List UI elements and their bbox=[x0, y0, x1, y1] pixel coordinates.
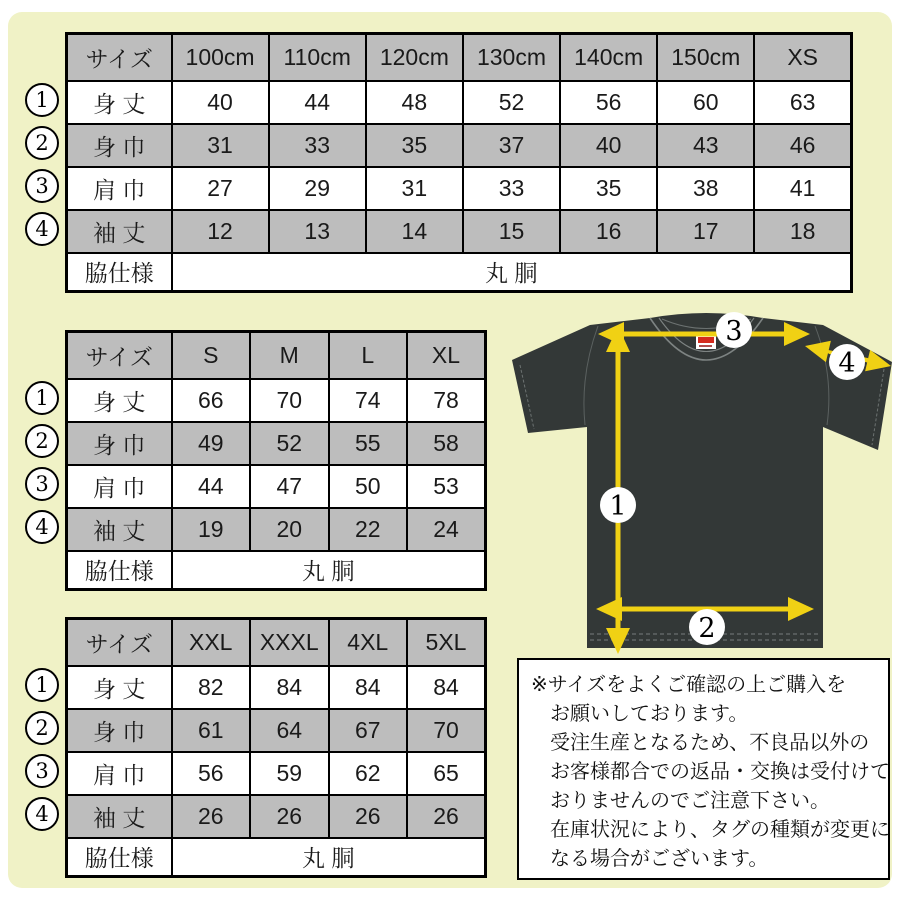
row-marker-circle-4: 4 bbox=[25, 797, 59, 831]
value-cell: 67 bbox=[329, 709, 408, 752]
value-cell: 84 bbox=[407, 666, 486, 709]
value-cell: 26 bbox=[407, 795, 486, 838]
note-line: なる場合がございます。 bbox=[550, 848, 769, 870]
note-line: 在庫状況により、タグの種類が変更に bbox=[550, 819, 890, 841]
value-cell: 78 bbox=[407, 379, 486, 422]
value-cell: 84 bbox=[250, 666, 329, 709]
note-line: おりませんのでご注意下さい。 bbox=[550, 790, 830, 812]
value-cell: 64 bbox=[250, 709, 329, 752]
value-cell: 47 bbox=[250, 465, 329, 508]
footer-label-cell: 脇仕様 bbox=[67, 838, 172, 877]
note-line: ※サイズをよくご確認の上ご購入を bbox=[531, 674, 847, 696]
kids-size-table bbox=[65, 32, 853, 293]
measure-row bbox=[67, 422, 486, 465]
column-header-cell: 150cm bbox=[657, 34, 754, 81]
value-cell: 52 bbox=[463, 81, 560, 124]
big-size-table bbox=[65, 617, 487, 878]
value-cell: 33 bbox=[463, 167, 560, 210]
row-marker-circle-2: 2 bbox=[25, 424, 59, 458]
measure-row bbox=[67, 666, 486, 709]
footer-row bbox=[67, 838, 486, 877]
footer-value-cell: 丸 胴 bbox=[172, 551, 486, 590]
marker-2-label: 2 bbox=[698, 613, 716, 644]
value-cell: 44 bbox=[269, 81, 366, 124]
value-cell: 12 bbox=[172, 210, 269, 253]
footer-row bbox=[67, 551, 486, 590]
value-cell: 40 bbox=[560, 124, 657, 167]
footer-row bbox=[67, 253, 852, 292]
column-header-cell: 130cm bbox=[463, 34, 560, 81]
marker-1-label: 1 bbox=[609, 491, 627, 522]
value-cell: 46 bbox=[754, 124, 851, 167]
value-cell: 61 bbox=[172, 709, 251, 752]
row-label-cell: 袖 丈 bbox=[67, 508, 172, 551]
measure-row bbox=[67, 81, 852, 124]
row-label-cell: 肩 巾 bbox=[67, 465, 172, 508]
column-header-cell: XXXL bbox=[250, 619, 329, 666]
value-cell: 20 bbox=[250, 508, 329, 551]
value-cell: 56 bbox=[172, 752, 251, 795]
value-cell: 35 bbox=[560, 167, 657, 210]
value-cell: 55 bbox=[329, 422, 408, 465]
value-cell: 62 bbox=[329, 752, 408, 795]
column-header-cell: M bbox=[250, 332, 329, 379]
footer-label-cell: 脇仕様 bbox=[67, 253, 172, 292]
row-marker-circle-2: 2 bbox=[25, 711, 59, 745]
column-header-cell: 140cm bbox=[560, 34, 657, 81]
row-marker-circle-4: 4 bbox=[25, 212, 59, 246]
adult-size-table-host bbox=[65, 330, 487, 591]
note-line: 受注生産となるため、不良品以外の bbox=[550, 732, 870, 754]
header-row bbox=[67, 332, 486, 379]
measure-row bbox=[67, 795, 486, 838]
column-header-cell: 110cm bbox=[269, 34, 366, 81]
measure-row bbox=[67, 210, 852, 253]
value-cell: 33 bbox=[269, 124, 366, 167]
value-cell: 17 bbox=[657, 210, 754, 253]
value-cell: 82 bbox=[172, 666, 251, 709]
value-cell: 40 bbox=[172, 81, 269, 124]
adult-size-table bbox=[65, 330, 487, 591]
value-cell: 37 bbox=[463, 124, 560, 167]
size-header-cell: サイズ bbox=[67, 34, 172, 81]
marker-3-label: 3 bbox=[725, 316, 743, 347]
value-cell: 70 bbox=[407, 709, 486, 752]
row-marker-circle-1: 1 bbox=[25, 668, 59, 702]
row-marker-circle-3: 3 bbox=[25, 754, 59, 788]
size-header-cell: サイズ bbox=[67, 619, 172, 666]
row-label-cell: 肩 巾 bbox=[67, 167, 172, 210]
column-header-cell: 4XL bbox=[329, 619, 408, 666]
footer-label-cell: 脇仕様 bbox=[67, 551, 172, 590]
value-cell: 63 bbox=[754, 81, 851, 124]
value-cell: 66 bbox=[172, 379, 251, 422]
row-marker-circle-3: 3 bbox=[25, 169, 59, 203]
value-cell: 56 bbox=[560, 81, 657, 124]
value-cell: 50 bbox=[329, 465, 408, 508]
value-cell: 26 bbox=[329, 795, 408, 838]
value-cell: 18 bbox=[754, 210, 851, 253]
note-line: お客様都合での返品・交換は受付けて bbox=[550, 761, 890, 783]
value-cell: 27 bbox=[172, 167, 269, 210]
value-cell: 26 bbox=[250, 795, 329, 838]
header-row bbox=[67, 34, 852, 81]
footer-value-cell: 丸 胴 bbox=[172, 253, 852, 292]
column-header-cell: XL bbox=[407, 332, 486, 379]
tshirt-measurement-diagram bbox=[510, 305, 892, 660]
measure-row bbox=[67, 465, 486, 508]
measure-row bbox=[67, 379, 486, 422]
column-header-cell: XXL bbox=[172, 619, 251, 666]
value-cell: 15 bbox=[463, 210, 560, 253]
column-header-cell: 5XL bbox=[407, 619, 486, 666]
row-label-cell: 身 巾 bbox=[67, 422, 172, 465]
row-marker-circle-3: 3 bbox=[25, 467, 59, 501]
brand-tag-icon bbox=[696, 335, 716, 349]
purchase-notes-box bbox=[517, 658, 890, 880]
column-header-cell: L bbox=[329, 332, 408, 379]
value-cell: 31 bbox=[366, 167, 463, 210]
value-cell: 31 bbox=[172, 124, 269, 167]
row-marker-circle-2: 2 bbox=[25, 126, 59, 160]
row-label-cell: 身 巾 bbox=[67, 709, 172, 752]
row-label-cell: 袖 丈 bbox=[67, 210, 172, 253]
column-header-cell: XS bbox=[754, 34, 851, 81]
value-cell: 74 bbox=[329, 379, 408, 422]
value-cell: 29 bbox=[269, 167, 366, 210]
value-cell: 84 bbox=[329, 666, 408, 709]
row-label-cell: 身 丈 bbox=[67, 666, 172, 709]
measure-row bbox=[67, 752, 486, 795]
column-header-cell: 120cm bbox=[366, 34, 463, 81]
measure-row bbox=[67, 709, 486, 752]
row-label-cell: 身 丈 bbox=[67, 379, 172, 422]
value-cell: 44 bbox=[172, 465, 251, 508]
value-cell: 26 bbox=[172, 795, 251, 838]
row-label-cell: 肩 巾 bbox=[67, 752, 172, 795]
footer-value-cell: 丸 胴 bbox=[172, 838, 486, 877]
column-header-cell: S bbox=[172, 332, 251, 379]
row-label-cell: 身 巾 bbox=[67, 124, 172, 167]
measure-row bbox=[67, 167, 852, 210]
value-cell: 48 bbox=[366, 81, 463, 124]
marker-4-label: 4 bbox=[838, 348, 856, 379]
value-cell: 38 bbox=[657, 167, 754, 210]
value-cell: 24 bbox=[407, 508, 486, 551]
kids-size-table-host bbox=[65, 32, 853, 293]
big-size-table-host bbox=[65, 617, 487, 878]
value-cell: 16 bbox=[560, 210, 657, 253]
measure-row bbox=[67, 508, 486, 551]
value-cell: 19 bbox=[172, 508, 251, 551]
value-cell: 13 bbox=[269, 210, 366, 253]
row-marker-circle-1: 1 bbox=[25, 83, 59, 117]
value-cell: 35 bbox=[366, 124, 463, 167]
value-cell: 14 bbox=[366, 210, 463, 253]
value-cell: 41 bbox=[754, 167, 851, 210]
value-cell: 49 bbox=[172, 422, 251, 465]
row-label-cell: 袖 丈 bbox=[67, 795, 172, 838]
column-header-cell: 100cm bbox=[172, 34, 269, 81]
row-marker-circle-4: 4 bbox=[25, 510, 59, 544]
header-row bbox=[67, 619, 486, 666]
value-cell: 70 bbox=[250, 379, 329, 422]
value-cell: 22 bbox=[329, 508, 408, 551]
value-cell: 60 bbox=[657, 81, 754, 124]
value-cell: 43 bbox=[657, 124, 754, 167]
note-line: お願いしております。 bbox=[550, 703, 749, 725]
value-cell: 59 bbox=[250, 752, 329, 795]
measure-row bbox=[67, 124, 852, 167]
row-label-cell: 身 丈 bbox=[67, 81, 172, 124]
value-cell: 58 bbox=[407, 422, 486, 465]
value-cell: 65 bbox=[407, 752, 486, 795]
value-cell: 52 bbox=[250, 422, 329, 465]
value-cell: 53 bbox=[407, 465, 486, 508]
row-marker-circle-1: 1 bbox=[25, 381, 59, 415]
size-header-cell: サイズ bbox=[67, 332, 172, 379]
